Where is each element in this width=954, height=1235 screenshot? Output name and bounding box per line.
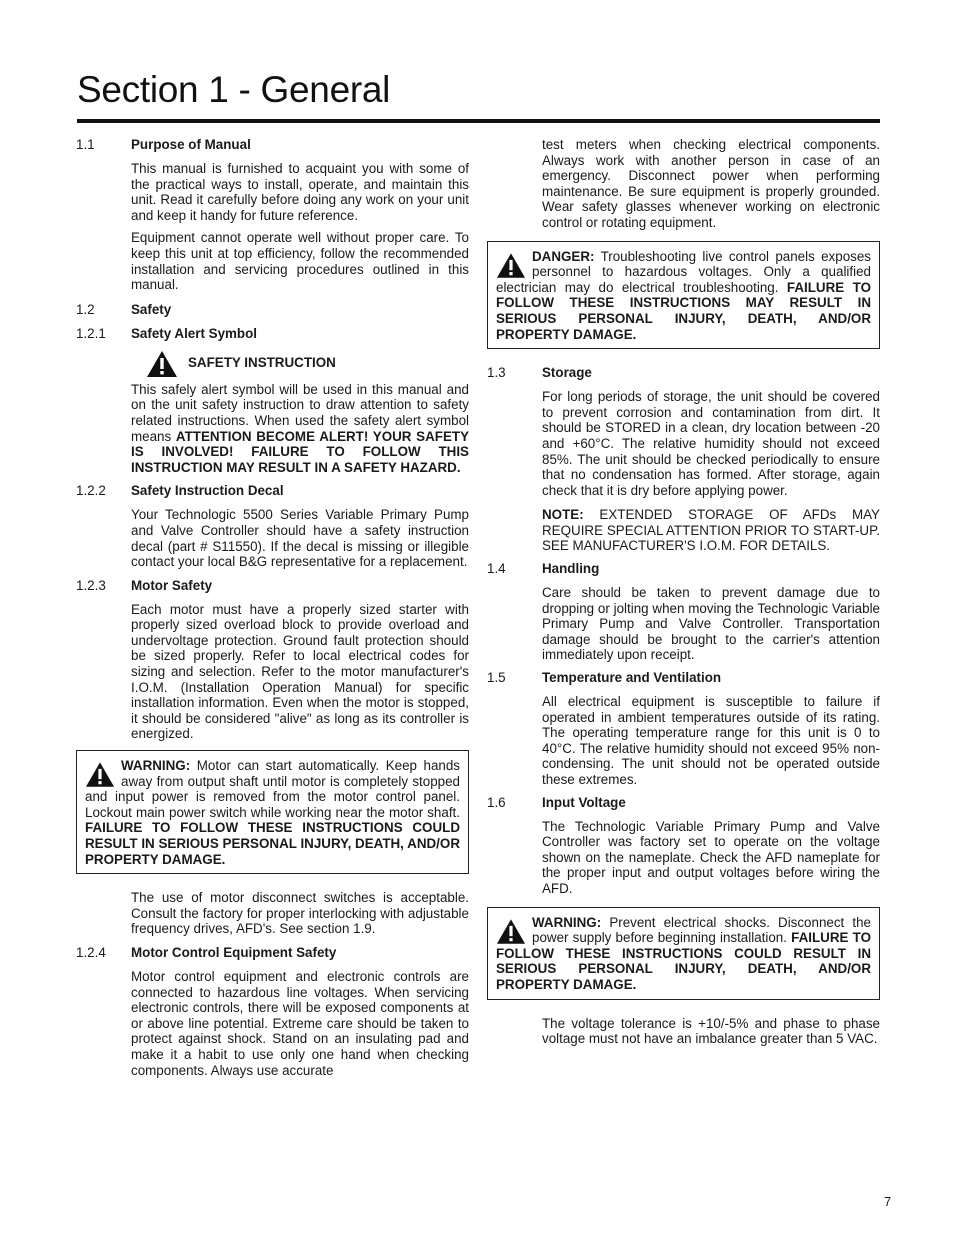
- warning-triangle-icon: [496, 918, 526, 945]
- section-number: 1.3: [487, 365, 506, 381]
- section-heading-1-2-4: [76, 945, 469, 961]
- warning-emphasis: FAILURE TO FOLLOW THESE INSTRUCTIONS COULD RESULT IN SERIOUS PERSONAL INJURY, DEATH, AND/OR PROPERTY DAMAGE.: [496, 930, 871, 992]
- paragraph: [131, 382, 469, 476]
- note-paragraph: [542, 507, 880, 554]
- section-title: Safety Instruction Decal: [131, 483, 284, 499]
- section-heading-1-2: [76, 302, 469, 318]
- warning-triangle-icon: [496, 252, 526, 279]
- paragraph: Your Technologic 5500 Series Variable Primary Pump and Valve Controller should have a safety instruction decal (part # S11550). If the decal is missing or illegible contact your local B&G representative for a replacement.: [131, 507, 469, 570]
- section-title: Motor Safety: [131, 577, 213, 593]
- safety-instruction-heading: [146, 350, 469, 376]
- section-title: Safety Alert Symbol: [131, 325, 258, 341]
- warning-triangle-icon: [146, 350, 178, 378]
- section-heading-1-1: [76, 137, 469, 153]
- paragraph: test meters when checking electrical components. Always work with another person in case of an emergency. Disconnect power when performing maintenance. Be sure equipment is properly grounded. Wear safety glasses whenever working on electronic control or rotating equipment.: [542, 137, 880, 230]
- danger-emphasis: FAILURE TO FOLLOW THESE INSTRUCTIONS MAY RESULT IN SERIOUS PERSONAL INJURY, DEATH, AND/OR PROPERTY DAMAGE.: [496, 279, 871, 342]
- section-number: 1.2: [76, 301, 95, 317]
- section-number: 1.4: [487, 561, 506, 577]
- section-number: 1.2.4: [76, 944, 106, 960]
- section-heading-1-2-2: [76, 483, 469, 499]
- section-heading-1-6: [487, 795, 880, 811]
- paragraph: The voltage tolerance is +10/-5% and phase to phase voltage must not have an imbalance greater than 5 VAC.: [542, 1015, 880, 1047]
- title-rule: [77, 119, 880, 123]
- section-number: 1.6: [487, 794, 506, 810]
- note-label: NOTE:: [542, 507, 584, 523]
- paragraph: All electrical equipment is susceptible to failure if operated in ambient temperatures outside of its rating. The operating temperature range for this unit is 0 to 40°C. The relative humidity should not exceed 95% non-condensing. The unit should not be operated outside these extremes.: [542, 694, 880, 787]
- section-title: Motor Control Equipment Safety: [131, 944, 337, 960]
- warning-emphasis: FAILURE TO FOLLOW THESE INSTRUCTIONS COULD RESULT IN SERIOUS PERSONAL INJURY, DEATH, AND/OR PROPERTY DAMAGE.: [85, 820, 460, 867]
- danger-label: DANGER:: [532, 248, 595, 264]
- paragraph: Each motor must have a properly sized starter with properly sized overload block to provide overload and undervoltage protection. Ground fault protection should be sized properly. Refer to local electrical codes for sizing and selection. Refer to the motor manufacturer's I.O.M. (Installation Operation Manual) for specific installation information. Even when the motor is stopped, it should be considered "alive" as long as its controller is energized.: [131, 601, 469, 742]
- paragraph: Equipment cannot operate well without proper care. To keep this unit at top efficiency, follow the recommended installation and servicing procedures outlined in this manual.: [131, 230, 469, 293]
- paragraph: Care should be taken to prevent damage due to dropping or jolting when moving the Technologic Variable Primary Pump and Valve Controller. Transportation damage should be brought to the carrier's attention immediately upon receipt.: [542, 585, 880, 663]
- paragraph: This manual is furnished to acquaint you with some of the practical ways to install, operate, and maintain this unit. Read it carefully before doing any work on your unit and keep it handy for future reference.: [131, 161, 469, 223]
- paragraph: For long periods of storage, the unit should be covered to prevent corrosion and contamination from dirt. It should be STORED in a clean, dry location between -20 and +60°C. The relative humidity should not exceed 85%. The unit should be checked periodically to ensure that no condensation has formed. After storage, again check that it is dry before applying power.: [542, 389, 880, 498]
- paragraph: The use of motor disconnect switches is acceptable. Consult the factory for proper interlocking with adjustable frequency drives, AFD's. See section 1.9.: [131, 890, 469, 937]
- section-number: 1.2.2: [76, 483, 106, 499]
- page-number: 7: [884, 1194, 892, 1209]
- section-number: 1.2.3: [76, 577, 106, 593]
- section-heading-1-3: [487, 365, 880, 381]
- warning-label: WARNING:: [121, 758, 191, 774]
- section-title: Handling: [542, 561, 600, 577]
- danger-text: Troubleshooting live control panels exposes personnel to hazardous voltages. Only a qualified electrician may do electrical troubleshooting.: [496, 248, 871, 295]
- warning-triangle-icon: [85, 761, 115, 788]
- left-column: [76, 137, 469, 1085]
- paragraph-text: This safely alert symbol will be used in this manual and on the unit safety instruction to draw attention to safety related instructions. When used the safety alert symbol means: [131, 381, 469, 444]
- warning-label: WARNING:: [532, 914, 602, 930]
- page-title: Section 1 - General: [77, 69, 391, 110]
- warning-text: Prevent electrical shocks. Disconnect the power supply before beginning installation.: [532, 914, 871, 946]
- section-heading-1-5: [487, 670, 880, 686]
- warning-text: Motor can start automatically. Keep hands away from output shaft until motor is completely stopped and input power is removed from the motor control panel. Lockout main power switch while working near the motor shaft.: [85, 758, 460, 820]
- right-column: [487, 137, 880, 1054]
- paragraph: Motor control equipment and electronic controls are connected to hazardous line voltages. When servicing electronic controls, there will be exposed components at or above line potential. Extreme care should be taken to protect against shock. Stand on an insulating pad and make it a habit to use only one hand when checking components. Always use accurate: [131, 968, 469, 1078]
- note-text: EXTENDED STORAGE OF AFDs MAY REQUIRE SPECIAL ATTENTION PRIOR TO START-UP. SEE MANUFACTURER'S I.O.M. FOR DETAILS.: [542, 507, 880, 554]
- safety-instruction-label: SAFETY INSTRUCTION: [188, 354, 336, 370]
- section-number: 1.2.1: [76, 325, 106, 341]
- section-number: 1.5: [487, 670, 506, 686]
- section-title: Temperature and Ventilation: [542, 670, 722, 686]
- section-heading-1-2-1: [76, 326, 469, 342]
- warning-box-voltage: [487, 907, 880, 1000]
- section-title: Input Voltage: [542, 794, 626, 810]
- warning-box-motor: [76, 750, 469, 874]
- section-title: Safety: [131, 301, 172, 317]
- paragraph: The Technologic Variable Primary Pump and Valve Controller was factory set to operate on the voltage shown on the nameplate. Check the AFD nameplate for the proper input and output voltages before wiring the AFD.: [542, 818, 880, 896]
- section-heading-1-2-3: [76, 578, 469, 594]
- emphasis-text: ATTENTION BECOME ALERT! YOUR SAFETY IS INVOLVED! FAILURE TO FOLLOW THIS INSTRUCTION MAY RESULT IN A SAFETY HAZARD.: [131, 428, 469, 475]
- danger-box: [487, 241, 880, 350]
- section-heading-1-4: [487, 561, 880, 577]
- section-title: Storage: [542, 365, 592, 381]
- section-title: Purpose of Manual: [131, 137, 251, 152]
- section-number: 1.1: [76, 137, 95, 152]
